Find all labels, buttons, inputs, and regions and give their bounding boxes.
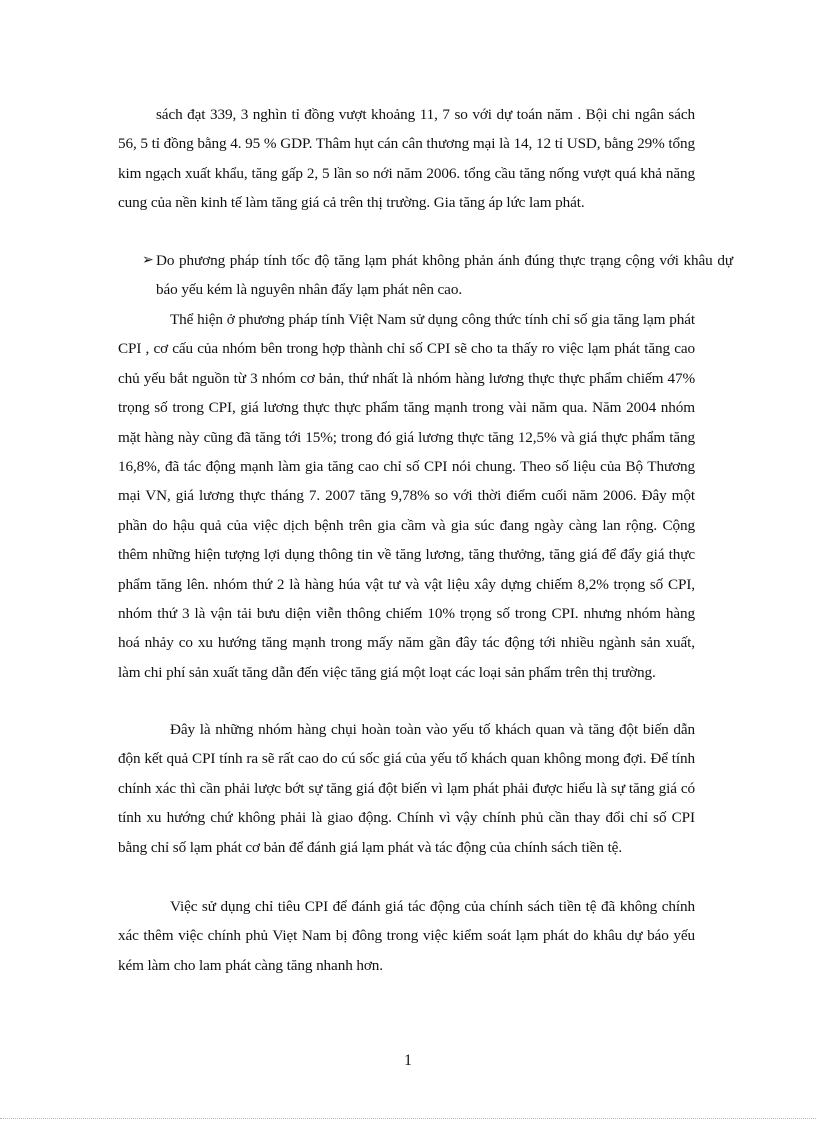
bullet-item-measurement-method [118,246,733,305]
paragraph-budget-deficit [118,100,695,218]
paragraph-cpi-conclusion [118,892,695,980]
paragraph-cpi-structure [118,305,695,687]
paragraph-text: Việc sử dụng chỉ tiêu CPI để đánh giá tác động của chính sách tiền tệ đã không chính xác thêm việc chính phủ Viẹt Nam bị đông trong việc kiểm soát lạm phát do khâu dự báo yếu kém làm cho lam phát càng tăng nhanh hơn. [118,898,695,974]
page-bottom-divider [0,1118,816,1119]
page-number: 1 [404,1052,412,1069]
paragraph-objective-factors [118,715,695,862]
arrow-bullet-icon: ➢ [142,252,154,268]
paragraph-text: Thể hiện ở phương pháp tính Việt Nam sử dụng công thức tính chỉ số gia tăng lạm phát CPI , cơ cấu của nhóm bên trong hợp thành chỉ số CPI sẽ cho ta thấy ro việc lạm phát tăng cao chủ yếu bắt nguồn từ 3 nhóm cơ bản, thứ nhất là nhóm hàng lương thực thực phẩm chiếm 47% trọng số trong CPI, giá lương thực thực phẩm tăng mạnh trong vài năm qua. Năm 2004 nhóm mặt hàng này cũng đã tăng tới 15%; trong đó giá lương thực tăng 12,5% và giá thực phẩm tăng 16,8%, đã tác động mạnh làm gia tăng cao chỉ số CPI nói chung. Theo số liệu của Bộ Thương mại VN, giá lương thực tháng 7. 2007 tăng 9,78% so với thời điểm cuối năm 2006. Đây một phần do hậu quả của việc dịch bệnh trên gia cầm và gia súc đang ngày càng lan rộng. Cộng thêm những hiện tượng lợi dụng thông tin về tăng lương, tăng thưởng, tăng giá để đẩy giá thực phẩm tăng lên. nhóm thứ 2 là hàng húa vật tư và vật liệu xây dựng chiếm 8,2% trọng số CPI, nhóm thứ 3 là vận tải bưu diện viễn thông chiếm 10% trọng số trong CPI. nhưng nhóm hàng hoá nhảy co xu hướng tăng mạnh trong mấy năm gần đây tác động tới nhiều ngành sản xuất, làm chi phí sản xuất tăng dẫn đến việc tăng giá một loạt các loại sản phẩm trên thị trường. [118,311,695,681]
paragraph-text: sách đạt 339, 3 nghìn tỉ đồng vượt khoảng 11, 7 so với dự toán năm . Bội chi ngân sách 56, 5 tỉ đồng bằng 4. 95 % GDP. Thâm hụt cán cân thương mại là 14, 12 tỉ USD, bằng 29% tổng kim ngạch xuất khẩu, tăng gấp 2, 5 lần so nới năm 2006. tổng cầu tăng nống vượt quá khả năng cung của nền kinh tế làm tăng giá cả trên thị trường. Gia tăng áp lức lam phát. [118,106,695,212]
bullet-text: Do phương pháp tính tốc độ tăng lạm phát không phản ánh đúng thực trạng cộng với khâu dự báo yếu kém là nguyên nhân đẩy lạm phát nên cao. [156,252,733,299]
paragraph-text: Đây là những nhóm hàng chụi hoàn toàn vào yếu tố khách quan và tăng đột biến dẫn độn kết quả CPI tính ra sẽ rất cao do cú sốc giá của yếu tố khách quan không mong đợi. Để tính chính xác thì cần phải lược bớt sự tăng giá đột biến vì lạm phát phải được hiểu là sự tăng giá có tính xu hướng chứ không phải là giao động. Chính vì vậy chính phủ cần thay đổi chỉ số CPI bằng chỉ số lạm phát cơ bản để đánh giá lạm phát và tác động của chính sách tiền tệ. [118,721,695,856]
